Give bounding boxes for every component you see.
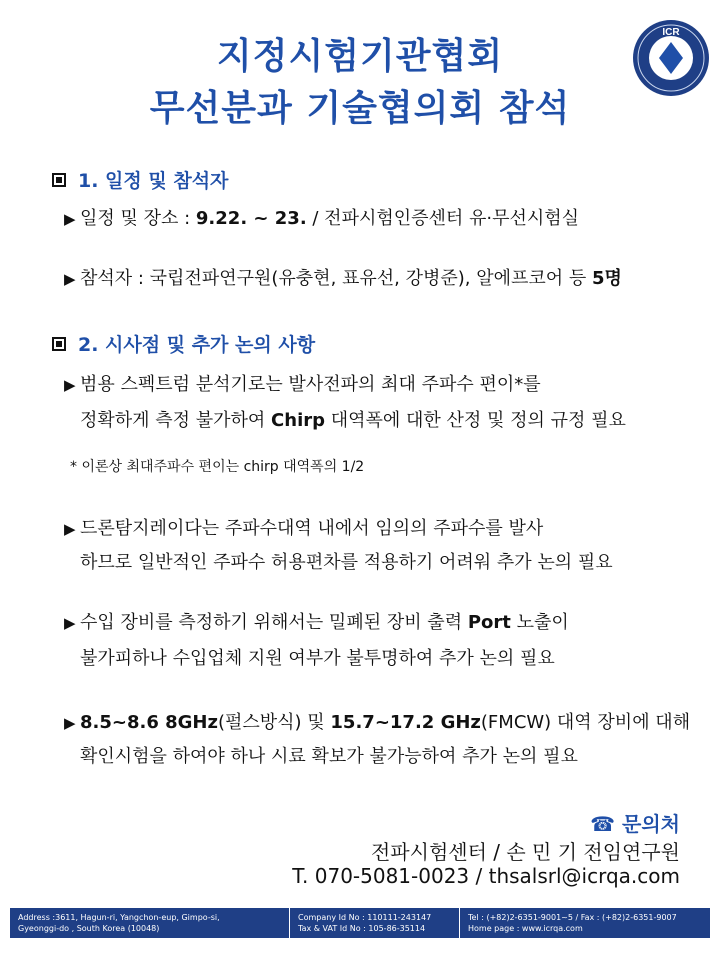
triangle-bullet-icon: ▶ [64, 210, 76, 228]
icr-logo [631, 18, 711, 98]
item2-line1: ▶ 드론탐지레이다는 주파수대역 내에서 임의의 주파수를 발사 [64, 518, 544, 539]
section1-heading [52, 166, 228, 193]
square-bullet-icon [52, 337, 66, 351]
contact-person: 전파시험센터 / 손 민 기 전임연구원 [370, 840, 680, 864]
schedule-label: 일정 및 장소 : [80, 208, 196, 229]
schedule-place: / 전파시험인증센터 유·무선시험실 [306, 208, 580, 229]
page-title-line1: 지정시험기관협회 [216, 36, 504, 77]
footer-address: Address :3611, Hagun-ri, Yangchon-eup, Gimpo-si, Gyeonggi-do , South Korea (10048) [10, 908, 290, 938]
contact-heading: ☎ 문의처 [590, 812, 680, 836]
footer-contact: Tel : (+82)2-6351-9001~5 / Fax : (+82)2-6351-9007 Home page : www.icrqa.com [468, 913, 677, 933]
attendees-line [64, 264, 622, 290]
item4-line2: 확인시험을 하여야 하나 시료 확보가 불가능하여 추가 논의 필요 [80, 746, 578, 767]
footer-company: Company Id No : 110111-243147 Tax & VAT Id No : 105-86-35114 [290, 908, 460, 938]
schedule-date: 9.22. ~ 23. [195, 208, 307, 229]
item1-line2: 정확하게 측정 불가하여 Chirp 대역폭에 대한 산정 및 정의 규정 필요 [80, 410, 626, 431]
item3-line2: 불가피하나 수입업체 지원 여부가 불투명하여 추가 논의 필요 [80, 648, 555, 669]
section2-heading-text: 2. 시사점 및 추가 논의 사항 [78, 334, 316, 356]
item4-line1: ▶ 8.5~8.6 8GHz(펄스방식) 및 15.7~17.2 GHz(FMCW) 대역 장비에 대해 [64, 712, 691, 733]
triangle-bullet-icon: ▶ [64, 614, 76, 632]
square-bullet-icon [52, 173, 66, 187]
triangle-bullet-icon: ▶ [64, 520, 76, 538]
footnote: * 이론상 최대주파수 편이는 chirp 대역폭의 1/2 [70, 459, 365, 475]
triangle-bullet-icon: ▶ [64, 270, 76, 288]
item1-line1: ▶ 범용 스펙트럼 분석기로는 발사전파의 최대 주파수 편이*를 [64, 374, 541, 395]
logo-text: ICR [662, 27, 680, 38]
triangle-bullet-icon: ▶ [64, 714, 76, 732]
item3-line1: ▶ 수입 장비를 측정하기 위해서는 밀폐된 장비 출력 Port 노출이 [64, 612, 569, 633]
footer-bar [10, 908, 710, 938]
attendees-text: 참석자 : 국립전파연구원(유충현, 표유선, 강병준), 알에프코어 등 [80, 268, 593, 289]
attendees-count: 5명 [592, 268, 622, 289]
section2-heading [52, 330, 315, 357]
triangle-bullet-icon: ▶ [64, 376, 76, 394]
section1-heading-text: 1. 일정 및 참석자 [78, 170, 229, 192]
schedule-line [64, 204, 579, 230]
item2-line2: 하므로 일반적인 주파수 허용편차를 적용하기 어려워 추가 논의 필요 [80, 552, 613, 573]
page-title-line2: 무선분과 기술협의회 참석 [149, 88, 571, 129]
contact-phone-email: T. 070-5081-0023 / thsalsrl@icrqa.com [292, 864, 680, 888]
